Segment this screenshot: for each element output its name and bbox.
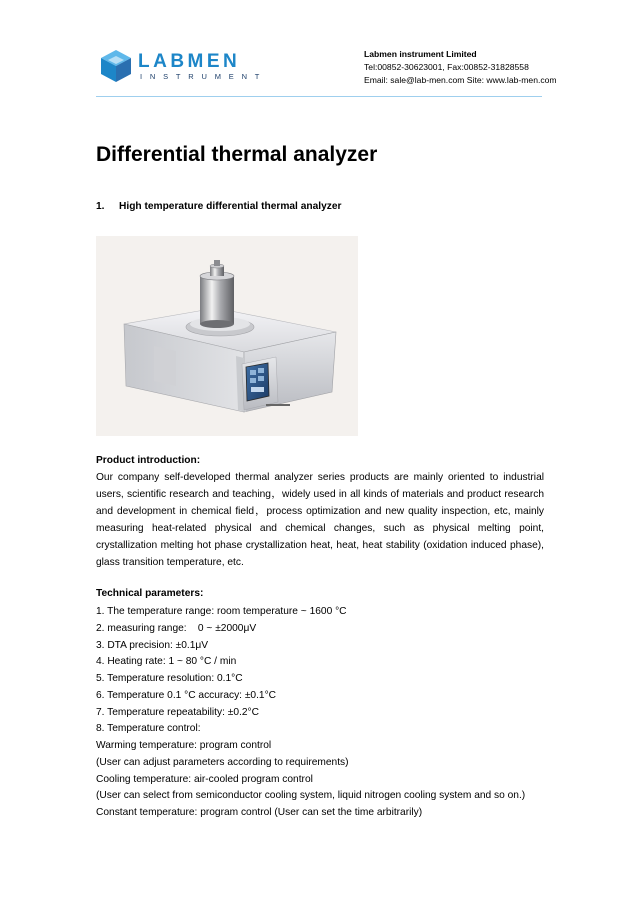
list-item: 3. DTA precision: ±0.1μV [96, 639, 209, 651]
tech-param-list [96, 604, 525, 822]
intro-heading: Product introduction: [96, 455, 201, 466]
company-phone-fax: Tel:00852-30623001, Fax:00852-31828558 [364, 62, 529, 72]
company-email-site: Email: sale@lab-men.com Site: www.lab-men.com [364, 75, 557, 85]
company-contact-block [364, 48, 557, 87]
page-header [0, 0, 638, 100]
company-logo [98, 46, 268, 86]
logo-subtitle: INSTRUMENT [140, 72, 268, 81]
company-name: Labmen instrument Limited [364, 49, 477, 59]
section-number: 1. [96, 201, 105, 212]
header-divider [96, 96, 542, 97]
list-item: Constant temperature: program control (User can set the time arbitrarily) [96, 807, 423, 818]
list-item: 6. Temperature 0.1 °C accuracy: ±0.1°C [96, 689, 277, 701]
list-item: 5. Temperature resolution: 0.1°C [96, 673, 243, 684]
tech-heading: Technical parameters: [96, 588, 204, 599]
list-item: Warming temperature: program control [96, 740, 272, 751]
list-item: 4. Heating rate: 1 ~ 80 °C / min [96, 656, 237, 668]
section-label: High temperature differential thermal analyzer [119, 201, 342, 212]
list-item: (User can select from semiconductor cooling system, liquid nitrogen cooling system and so on.) [96, 790, 526, 802]
section-heading [96, 201, 342, 212]
product-photo [96, 236, 358, 436]
logo-wordmark: LABMEN [138, 51, 241, 72]
list-item: 2. measuring range: 0 ~ ±2000μV [96, 622, 257, 634]
list-item: 7. Temperature repeatability: ±0.2°C [96, 706, 259, 718]
list-item: Cooling temperature: air-cooled program control [96, 773, 313, 785]
document-title: Differential thermal analyzer [96, 143, 378, 166]
thermal-analyzer-photo [96, 236, 358, 436]
list-item: 8. Temperature control: [96, 723, 201, 735]
intro-paragraph: Our company self-developed thermal analyzer series products are mainly oriented to industrial users, scientific research and teaching，widely used in all kinds of materials and product research and development in chemical field，process optimization and new quality inspection, etc, mainly measuring heat-related physical and chemical changes, such as physical melting point, crystallization melting hot phase crystallization heat, heat, heat stability (oxidation induced phase), glass transition temperature, etc. [96, 472, 544, 568]
cube-logo-icon [98, 48, 134, 84]
list-item: (User can adjust parameters according to requirements) [96, 756, 349, 768]
list-item: 1. The temperature range: room temperature ~ 1600 °C [96, 606, 347, 617]
